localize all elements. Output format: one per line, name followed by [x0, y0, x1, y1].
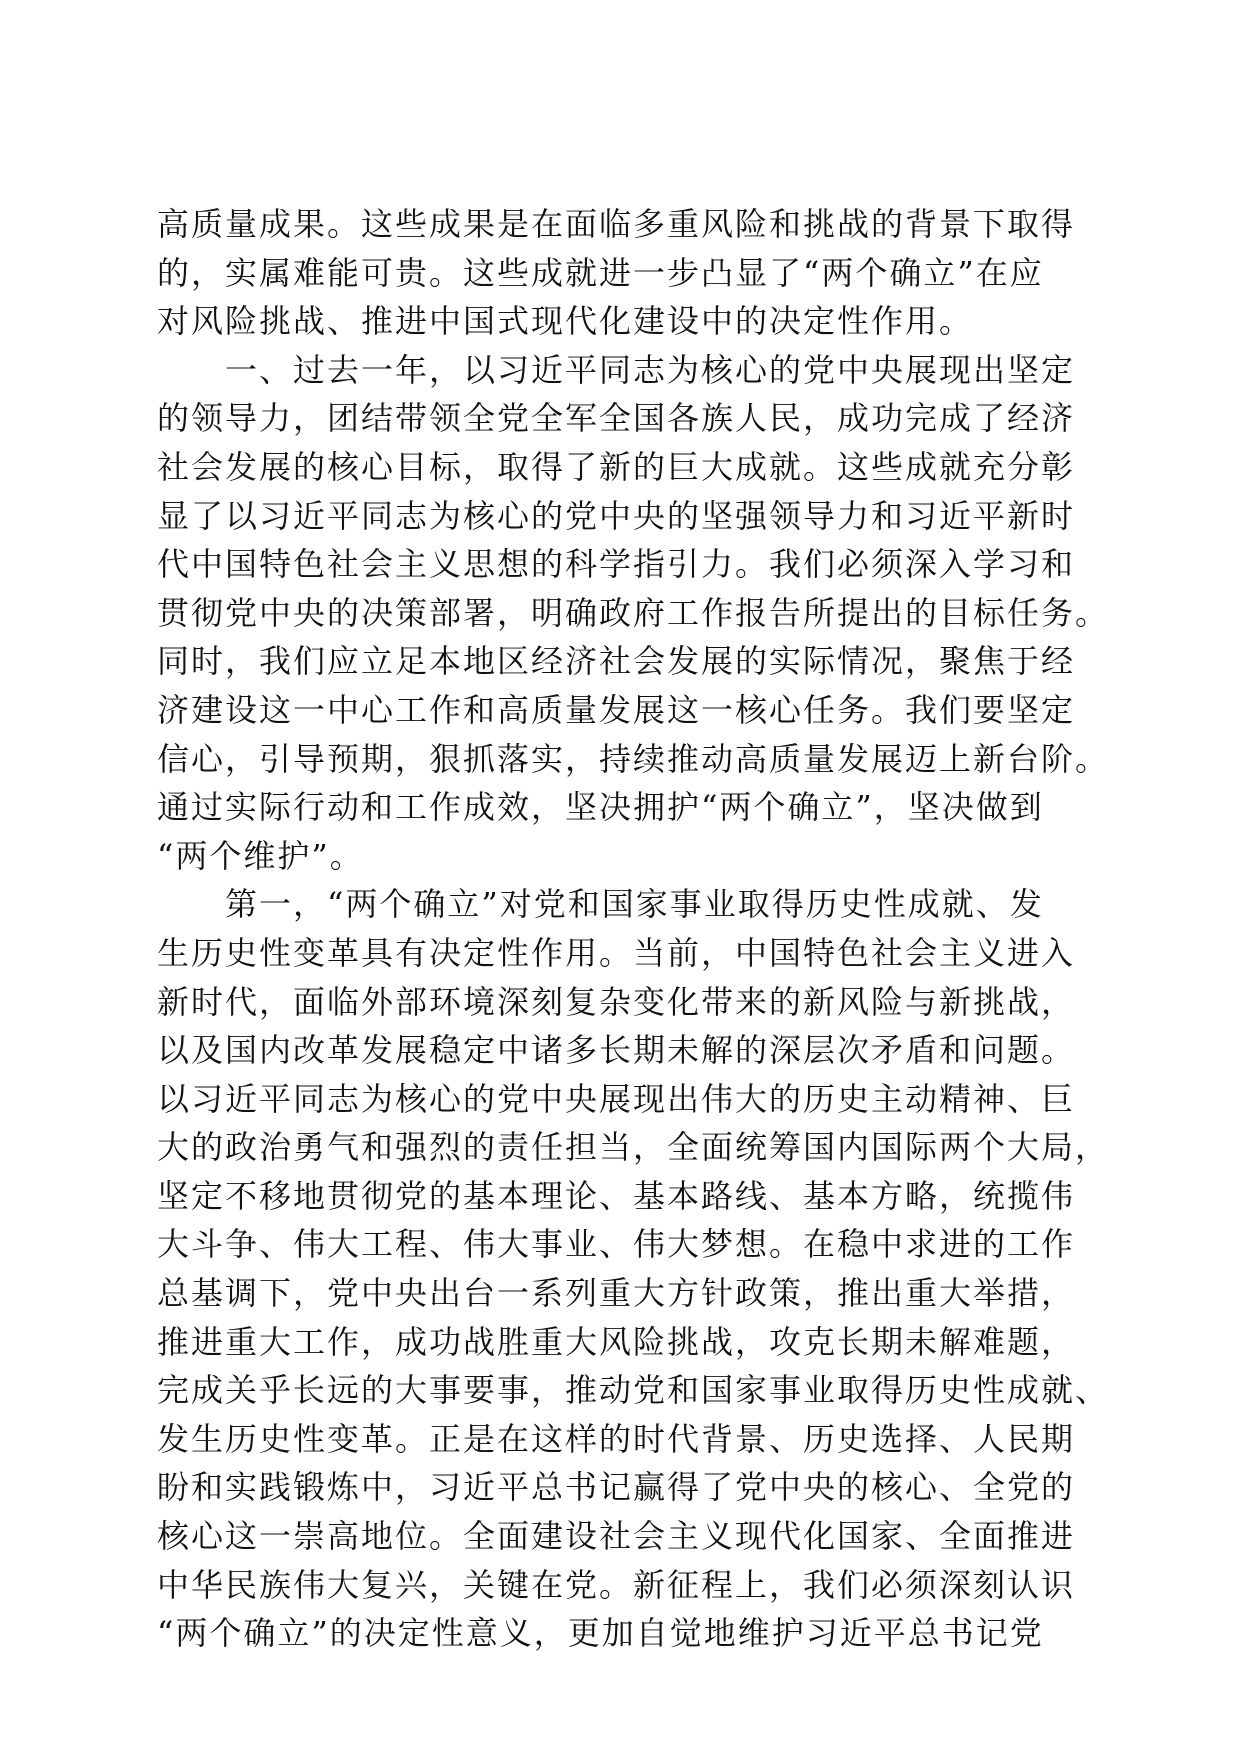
- text-line: 以及国内改革发展稳定中诸多长期未解的深层次矛盾和问题。: [157, 1031, 1076, 1070]
- text-line: 贯彻党中央的决策部署，明确政府工作报告所提出的目标任务。: [157, 593, 1110, 632]
- text-line: 社会发展的核心目标，取得了新的巨大成就。这些成就充分彰: [157, 447, 1076, 486]
- text-line: 显了以习近平同志为核心的党中央的坚强领导力和习近平新时: [157, 496, 1076, 535]
- text-line: 坚定不移地贯彻党的基本理论、基本路线、基本方略，统揽伟: [157, 1176, 1076, 1215]
- text-line: 大的政治勇气和强烈的责任担当，全面统筹国内国际两个大局，: [157, 1128, 1110, 1167]
- text-line: 核心这一崇高地位。全面建设社会主义现代化国家、全面推进: [157, 1517, 1076, 1556]
- text-line: 对风险挑战、推进中国式现代化建设中的决定性作用。: [157, 302, 974, 341]
- text-line: 的，实属难能可贵。这些成就进一步凸显了“两个确立”在应: [157, 253, 1044, 292]
- text-line: 发生历史性变革。正是在这样的时代背景、历史选择、人民期: [157, 1419, 1076, 1458]
- text-line: 完成关乎长远的大事要事，推动党和国家事业取得历史性成就、: [157, 1371, 1110, 1410]
- paragraph-first-line: 第一，“两个确立”对党和国家事业取得历史性成就、发: [225, 885, 1044, 924]
- text-line: 信心，引导预期，狠抓落实，持续推动高质量发展迈上新台阶。: [157, 739, 1110, 778]
- text-line: 同时，我们应立足本地区经济社会发展的实际情况，聚焦于经: [157, 642, 1076, 681]
- text-line: “两个确立”的决定性意义，更加自觉地维护习近平总书记党: [157, 1614, 1044, 1653]
- text-line: 总基调下，党中央出台一系列重大方针政策，推出重大举措，: [157, 1274, 1076, 1313]
- text-line: 的领导力，团结带领全党全军全国各族人民，成功完成了经济: [157, 399, 1076, 438]
- text-line: 新时代，面临外部环境深刻复杂变化带来的新风险与新挑战，: [157, 982, 1076, 1021]
- paragraph-first-line: 一、过去一年，以习近平同志为核心的党中央展现出坚定: [225, 350, 1076, 389]
- text-line: 高质量成果。这些成果是在面临多重风险和挑战的背景下取得: [157, 205, 1076, 243]
- text-line: 济建设这一中心工作和高质量发展这一核心任务。我们要坚定: [157, 690, 1076, 729]
- text-line: “两个维护”。: [157, 836, 364, 875]
- text-line: 大斗争、伟大工程、伟大事业、伟大梦想。在稳中求进的工作: [157, 1225, 1076, 1264]
- text-line: 盼和实践锻炼中，习近平总书记赢得了党中央的核心、全党的: [157, 1468, 1076, 1507]
- text-line: 代中国特色社会主义思想的科学指引力。我们必须深入学习和: [157, 545, 1076, 584]
- text-line: 生历史性变革具有决定性作用。当前，中国特色社会主义进入: [157, 933, 1076, 972]
- text-line: 推进重大工作，成功战胜重大风险挑战，攻克长期未解难题，: [157, 1322, 1076, 1361]
- text-line: 以习近平同志为核心的党中央展现出伟大的历史主动精神、巨: [157, 1079, 1076, 1118]
- text-line: 通过实际行动和工作成效，坚决拥护“两个确立”，坚决做到: [157, 788, 1044, 827]
- text-line: 中华民族伟大复兴，关键在党。新征程上，我们必须深刻认识: [157, 1565, 1076, 1604]
- body-text: [157, 200, 1110, 1658]
